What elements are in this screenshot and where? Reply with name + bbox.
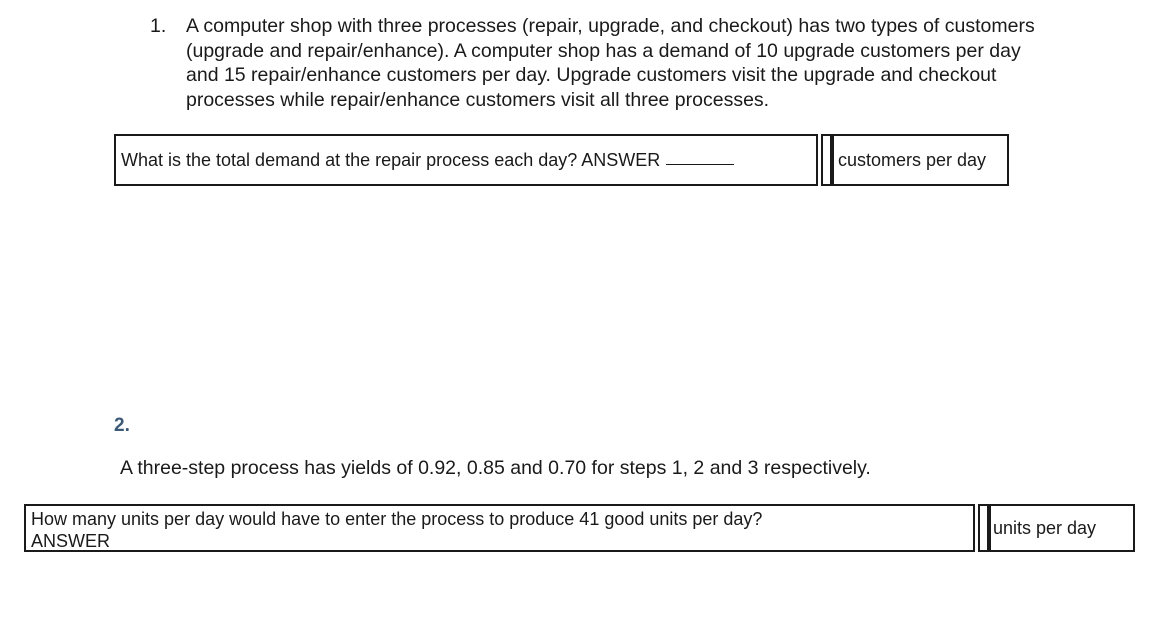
- question-1-prompt: What is the total demand at the repair process each day? ANSWER: [121, 149, 661, 170]
- question-2-answer-row: [24, 504, 1135, 552]
- question-1-answer-input[interactable]: [823, 136, 830, 184]
- question-2-answer-field-wrap[interactable]: [978, 504, 989, 552]
- question-1-answer-row: [114, 134, 1009, 186]
- question-2-prompt: How many units per day would have to enter the process to produce 41 good units per day?: [31, 509, 763, 529]
- question-2-answer-label: ANSWER: [31, 531, 111, 551]
- question-2-prompt-box: [24, 504, 975, 552]
- question-1-unit-box: [832, 134, 1009, 186]
- question-1-answer-field-wrap[interactable]: [821, 134, 832, 186]
- question-2-unit-box: [989, 504, 1135, 552]
- question-1-unit: customers per day: [838, 149, 987, 170]
- question-1-answer-blank: [666, 164, 734, 165]
- question-1-text: A computer shop with three processes (repair, upgrade, and checkout) has two types of customers (upgrade and repair/enhance). A computer shop has a demand of 10 upgrade customers per day and 15 repair/enhance customers per day. Upgrade customers visit the upgrade and checkout processes while repair/enhance customers visit all three processes.: [186, 15, 1035, 111]
- question-2-unit: units per day: [993, 517, 1097, 538]
- question-2-text: A three-step process has yields of 0.92, 0.85 and 0.70 for steps 1, 2 and 3 respectively.: [120, 457, 871, 479]
- question-1-number: 1.: [150, 15, 167, 37]
- question-2-number: 2.: [114, 415, 130, 436]
- question-1-prompt-box: [114, 134, 818, 186]
- question-2-answer-input[interactable]: [980, 506, 987, 550]
- question-1: [150, 14, 1050, 112]
